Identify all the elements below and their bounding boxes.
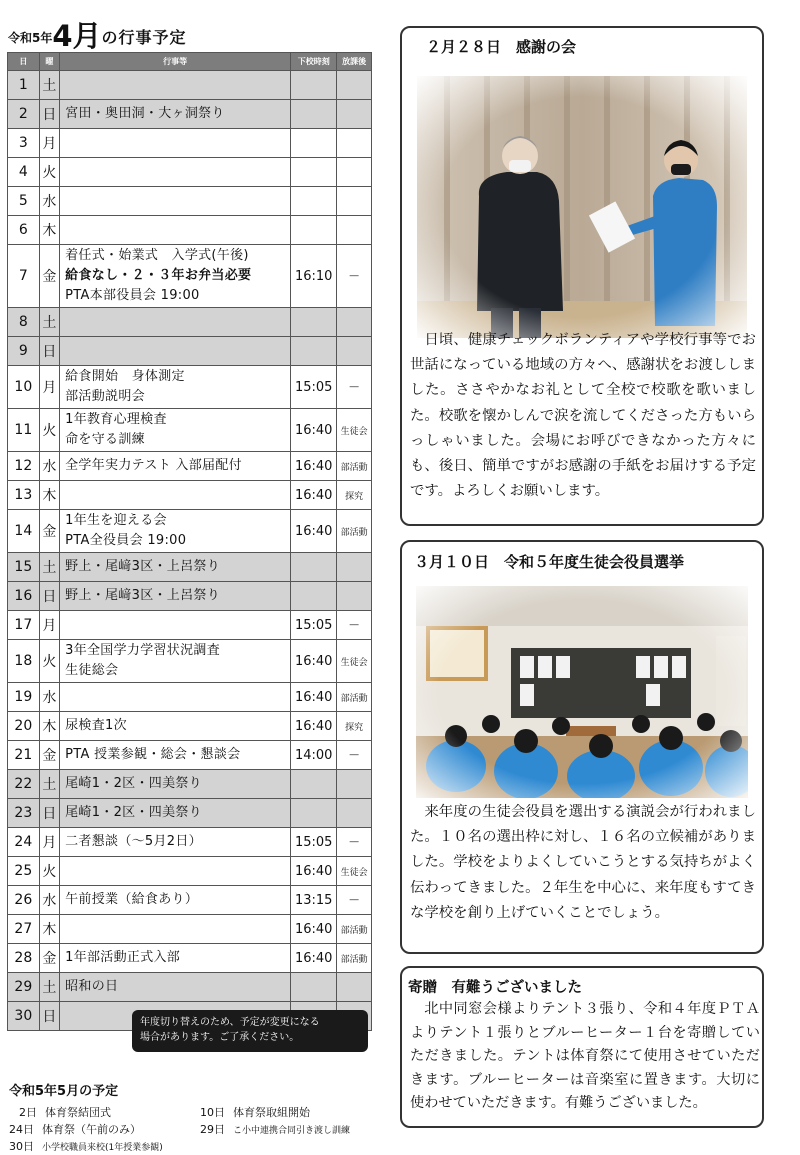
schedule-event-line: 尾崎1・2区・四美祭り [65,776,202,791]
schedule-row [8,71,372,100]
schedule-row [8,712,372,741]
schedule-weekday: 月 [39,611,59,640]
schedule-weekday: 日 [39,799,59,828]
schedule-row [8,886,372,915]
schedule-day: 12 [8,452,40,481]
schedule-weekday: 土 [39,770,59,799]
schedule-day: 20 [8,712,40,741]
may-item-date: 29日 [200,1123,225,1136]
schedule-day: 21 [8,741,40,770]
schedule-day: 22 [8,770,40,799]
schedule-events [60,366,291,409]
article-heading: ３月１０日 令和５年度生徒会役員選挙 [414,553,685,571]
schedule-events [60,245,291,308]
schedule-events [60,187,291,216]
title-era: 令和5年 [8,31,53,45]
schedule-after-school: 探究 [337,481,372,510]
schedule-events [60,770,291,799]
header-dismissal-time: 下校時刻 [291,53,337,71]
schedule-day: 5 [8,187,40,216]
schedule-events [60,337,291,366]
schedule-weekday: 日 [39,582,59,611]
may-item [200,1121,350,1137]
article-heading: ２月２８日 感謝の会 [426,38,577,56]
notice-line: 場合があります。ご了承ください。 [140,1032,300,1043]
schedule-after-school [337,308,372,337]
schedule-events [60,712,291,741]
schedule-events [60,799,291,828]
schedule-weekday: 木 [39,712,59,741]
schedule-dismissal-time: 15:05 [291,828,337,857]
schedule-row [8,553,372,582]
schedule-dismissal-time: 16:40 [291,510,337,553]
schedule-after-school [337,158,372,187]
schedule-after-school: 部活動 [337,452,372,481]
schedule-after-school [337,100,372,129]
schedule-events [60,216,291,245]
schedule-weekday: 月 [39,129,59,158]
schedule-row [8,510,372,553]
schedule-row [8,452,372,481]
schedule-dismissal-time [291,799,337,828]
schedule-events [60,741,291,770]
schedule-event-line: 部活動説明会 [65,389,145,404]
schedule-event-line: 宮田・奥田洞・大ヶ洞祭り [65,106,225,121]
header-after-school: 放課後 [337,53,372,71]
schedule-after-school: 部活動 [337,683,372,712]
schedule-after-school: ― [337,366,372,409]
schedule-change-notice [132,1010,368,1052]
may-item [9,1138,163,1154]
schedule-event-line: 給食なし・２・３年お弁当必要 [65,268,252,283]
schedule-events [60,886,291,915]
appreciation-photo [417,76,747,338]
schedule-day: 6 [8,216,40,245]
schedule-after-school: 部活動 [337,944,372,973]
schedule-dismissal-time [291,158,337,187]
schedule-row [8,640,372,683]
schedule-weekday: 土 [39,973,59,1002]
schedule-events [60,100,291,129]
schedule-after-school: ― [337,886,372,915]
schedule-after-school [337,799,372,828]
schedule-row [8,582,372,611]
schedule-events [60,640,291,683]
schedule-weekday: 火 [39,640,59,683]
schedule-weekday: 日 [39,337,59,366]
schedule-day: 10 [8,366,40,409]
header-events: 行事等 [60,53,291,71]
schedule-event-line: 給食開始 身体測定 [65,369,185,384]
schedule-dismissal-time [291,100,337,129]
schedule-dismissal-time: 15:05 [291,366,337,409]
table-header-row [8,53,372,71]
may-item-date: 2日 [19,1106,37,1119]
schedule-row [8,245,372,308]
schedule-dismissal-time: 15:05 [291,611,337,640]
may-item-date: 24日 [9,1123,34,1136]
may-item-event: 体育祭（午前のみ） [42,1123,141,1136]
schedule-after-school [337,770,372,799]
schedule-after-school: 生徒会 [337,640,372,683]
schedule-dismissal-time [291,187,337,216]
schedule-day: 17 [8,611,40,640]
schedule-events [60,553,291,582]
schedule-day: 30 [8,1002,40,1031]
schedule-events [60,944,291,973]
schedule-day: 3 [8,129,40,158]
schedule-day: 7 [8,245,40,308]
schedule-weekday: 木 [39,915,59,944]
schedule-events [60,683,291,712]
schedule-event-line: 全学年実力テスト 入部届配付 [65,458,242,473]
schedule-day: 14 [8,510,40,553]
notice-line: 年度切り替えのため、予定が変更になる [140,1017,320,1028]
schedule-row [8,129,372,158]
schedule-event-line: 1年生を迎える会 [65,513,167,528]
schedule-dismissal-time: 16:40 [291,409,337,452]
schedule-after-school [337,187,372,216]
schedule-weekday: 月 [39,366,59,409]
schedule-dismissal-time [291,71,337,100]
schedule-weekday: 水 [39,683,59,712]
schedule-after-school: ― [337,245,372,308]
schedule-weekday: 日 [39,100,59,129]
schedule-after-school: 部活動 [337,915,372,944]
schedule-events [60,857,291,886]
may-item-date: 10日 [200,1106,225,1119]
schedule-weekday: 日 [39,1002,59,1031]
schedule-after-school [337,553,372,582]
schedule-event-line: 野上・尾﨑3区・上呂祭り [65,588,220,603]
schedule-events [60,510,291,553]
schedule-day: 29 [8,973,40,1002]
schedule-day: 8 [8,308,40,337]
schedule-events [60,71,291,100]
schedule-dismissal-time: 16:40 [291,944,337,973]
article-body [410,998,760,1116]
schedule-events [60,973,291,1002]
schedule-after-school: ― [337,741,372,770]
schedule-day: 27 [8,915,40,944]
schedule-day: 16 [8,582,40,611]
schedule-row [8,337,372,366]
schedule-weekday: 火 [39,857,59,886]
schedule-row [8,857,372,886]
schedule-events [60,452,291,481]
schedule-body [8,71,372,1031]
schedule-dismissal-time: 16:10 [291,245,337,308]
schedule-day: 1 [8,71,40,100]
schedule-dismissal-time [291,337,337,366]
election-photo [416,586,748,798]
schedule-dismissal-time: 16:40 [291,452,337,481]
may-item-event: こ小中連携合同引き渡し訓練 [233,1126,351,1136]
schedule-day: 4 [8,158,40,187]
schedule-events [60,158,291,187]
schedule-event-line: 3年全国学力学習状況調査 [65,643,220,658]
schedule-dismissal-time [291,308,337,337]
schedule-dismissal-time [291,129,337,158]
schedule-after-school: 生徒会 [337,857,372,886]
schedule-dismissal-time [291,216,337,245]
schedule-row [8,915,372,944]
schedule-day: 28 [8,944,40,973]
schedule-row [8,158,372,187]
article-student-council-election [400,540,764,954]
schedule-event-line: 着任式・始業式 入学式(午後) [65,248,249,263]
schedule-day: 26 [8,886,40,915]
schedule-day: 24 [8,828,40,857]
schedule-row [8,741,372,770]
schedule-dismissal-time [291,553,337,582]
schedule-day: 25 [8,857,40,886]
may-item-date: 30日 [9,1140,34,1153]
schedule-weekday: 火 [39,158,59,187]
schedule-dismissal-time: 16:40 [291,915,337,944]
schedule-event-line: PTA 授業参観・総会・懇談会 [65,747,241,762]
may-item-event: 小学校職員来校(1年授業参観) [42,1143,163,1153]
may-schedule-title: 令和5年5月の予定 [9,1084,119,1099]
schedule-day: 18 [8,640,40,683]
schedule-dismissal-time: 16:40 [291,683,337,712]
schedule-weekday: 金 [39,245,59,308]
title-suffix: の行事予定 [101,28,187,47]
schedule-dismissal-time: 16:40 [291,712,337,741]
schedule-row [8,481,372,510]
schedule-event-line: 野上・尾﨑3区・上呂祭り [65,559,220,574]
schedule-weekday: 木 [39,481,59,510]
schedule-row [8,611,372,640]
article-body: 日頃、健康チェックボランティアや学校行事等でお世話になっている地域の方々へ、感謝状をお渡ししました。ささやかなお礼として全校で校歌を歌いました。校歌を懐かしんで涙を流してくださった方もいらっしゃいました。会場にお呼びできなかった方々にも、後日、簡単ですがお感謝の手紙をお届けする予定です。よろしくお願いします。 [410,332,756,500]
schedule-after-school: 部活動 [337,510,372,553]
schedule-event-line: 命を守る訓練 [65,432,145,447]
schedule-weekday: 土 [39,553,59,582]
schedule-event-line: 尾崎1・2区・四美祭り [65,805,202,820]
schedule-row [8,409,372,452]
schedule-event-line: 生徒総会 [65,663,119,678]
schedule-row [8,683,372,712]
schedule-dismissal-time [291,973,337,1002]
schedule-after-school [337,71,372,100]
schedule-weekday: 火 [39,409,59,452]
schedule-event-line: 二者懇談（～5月2日） [65,834,202,849]
may-item [9,1121,141,1137]
schedule-events [60,481,291,510]
schedule-weekday: 木 [39,216,59,245]
title-month: 4月 [52,19,102,53]
schedule-events [60,582,291,611]
schedule-dismissal-time: 16:40 [291,481,337,510]
may-item [19,1104,111,1120]
may-item-event: 体育祭結団式 [45,1106,111,1119]
schedule-after-school [337,216,372,245]
schedule-after-school [337,582,372,611]
article-body: 来年度の生徒会役員を選出する演説会が行われました。１０名の選出枠に対し、１６名の立候補がありました。学校をよりよくしていこうとする気持ちがよく伝わってきました。２年生を中心に、来年度もすてきな学校を創り上げていくことでしょう。 [410,804,756,921]
may-item-event: 体育祭取組開始 [233,1106,310,1119]
schedule-day: 15 [8,553,40,582]
schedule-row [8,366,372,409]
schedule-weekday: 月 [39,828,59,857]
article-donation [400,966,764,1128]
schedule-events [60,915,291,944]
schedule-after-school [337,973,372,1002]
schedule-weekday: 土 [39,308,59,337]
schedule-after-school: ― [337,828,372,857]
article-heading: 寄贈 有難うございました [408,980,582,996]
schedule-row [8,799,372,828]
schedule-row [8,187,372,216]
schedule-after-school: 探究 [337,712,372,741]
schedule-events [60,129,291,158]
schedule-event-line: PTA全役員会 19:00 [65,533,187,548]
may-item [200,1104,310,1120]
schedule-day: 9 [8,337,40,366]
header-weekday: 曜 [39,53,59,71]
schedule-after-school: 生徒会 [337,409,372,452]
schedule-event-line: PTA本部役員会 19:00 [65,288,200,303]
schedule-weekday: 水 [39,886,59,915]
schedule-dismissal-time: 16:40 [291,640,337,683]
schedule-dismissal-time: 16:40 [291,857,337,886]
schedule-row [8,216,372,245]
schedule-event-line: 午前授業（給食あり） [65,892,199,907]
header-day: 日 [8,53,40,71]
schedule-after-school [337,337,372,366]
schedule-day: 2 [8,100,40,129]
schedule-dismissal-time: 14:00 [291,741,337,770]
schedule-weekday: 土 [39,71,59,100]
schedule-day: 23 [8,799,40,828]
april-schedule-table [7,52,372,1031]
article-body-text: 北中同窓会様よりテント３張り、令和４年度ＰＴＡよりテント１張りとブルーヒーター１台を寄贈していただきました。テントは体育祭にて使用させていただきます。ブルーヒーターは音楽室に置きます。大切に使わせていただきます。有難うございました。 [410,1001,760,1111]
page-title [8,14,187,53]
schedule-row [8,100,372,129]
schedule-after-school [337,129,372,158]
schedule-dismissal-time [291,770,337,799]
schedule-weekday: 金 [39,944,59,973]
schedule-day: 19 [8,683,40,712]
schedule-row [8,828,372,857]
schedule-events [60,611,291,640]
schedule-row [8,944,372,973]
schedule-weekday: 金 [39,510,59,553]
schedule-day: 13 [8,481,40,510]
schedule-weekday: 水 [39,187,59,216]
schedule-row [8,770,372,799]
schedule-events [60,409,291,452]
schedule-row [8,308,372,337]
schedule-weekday: 金 [39,741,59,770]
schedule-events [60,308,291,337]
schedule-events [60,828,291,857]
schedule-row [8,973,372,1002]
schedule-event-line: 昭和の日 [65,979,119,994]
schedule-event-line: 尿検査1次 [65,718,127,733]
article-appreciation [400,26,764,526]
schedule-dismissal-time: 13:15 [291,886,337,915]
schedule-dismissal-time [291,582,337,611]
schedule-weekday: 水 [39,452,59,481]
schedule-after-school: ― [337,611,372,640]
schedule-day: 11 [8,409,40,452]
schedule-event-line: 1年部活動正式入部 [65,950,181,965]
schedule-event-line: 1年教育心理検査 [65,412,167,427]
